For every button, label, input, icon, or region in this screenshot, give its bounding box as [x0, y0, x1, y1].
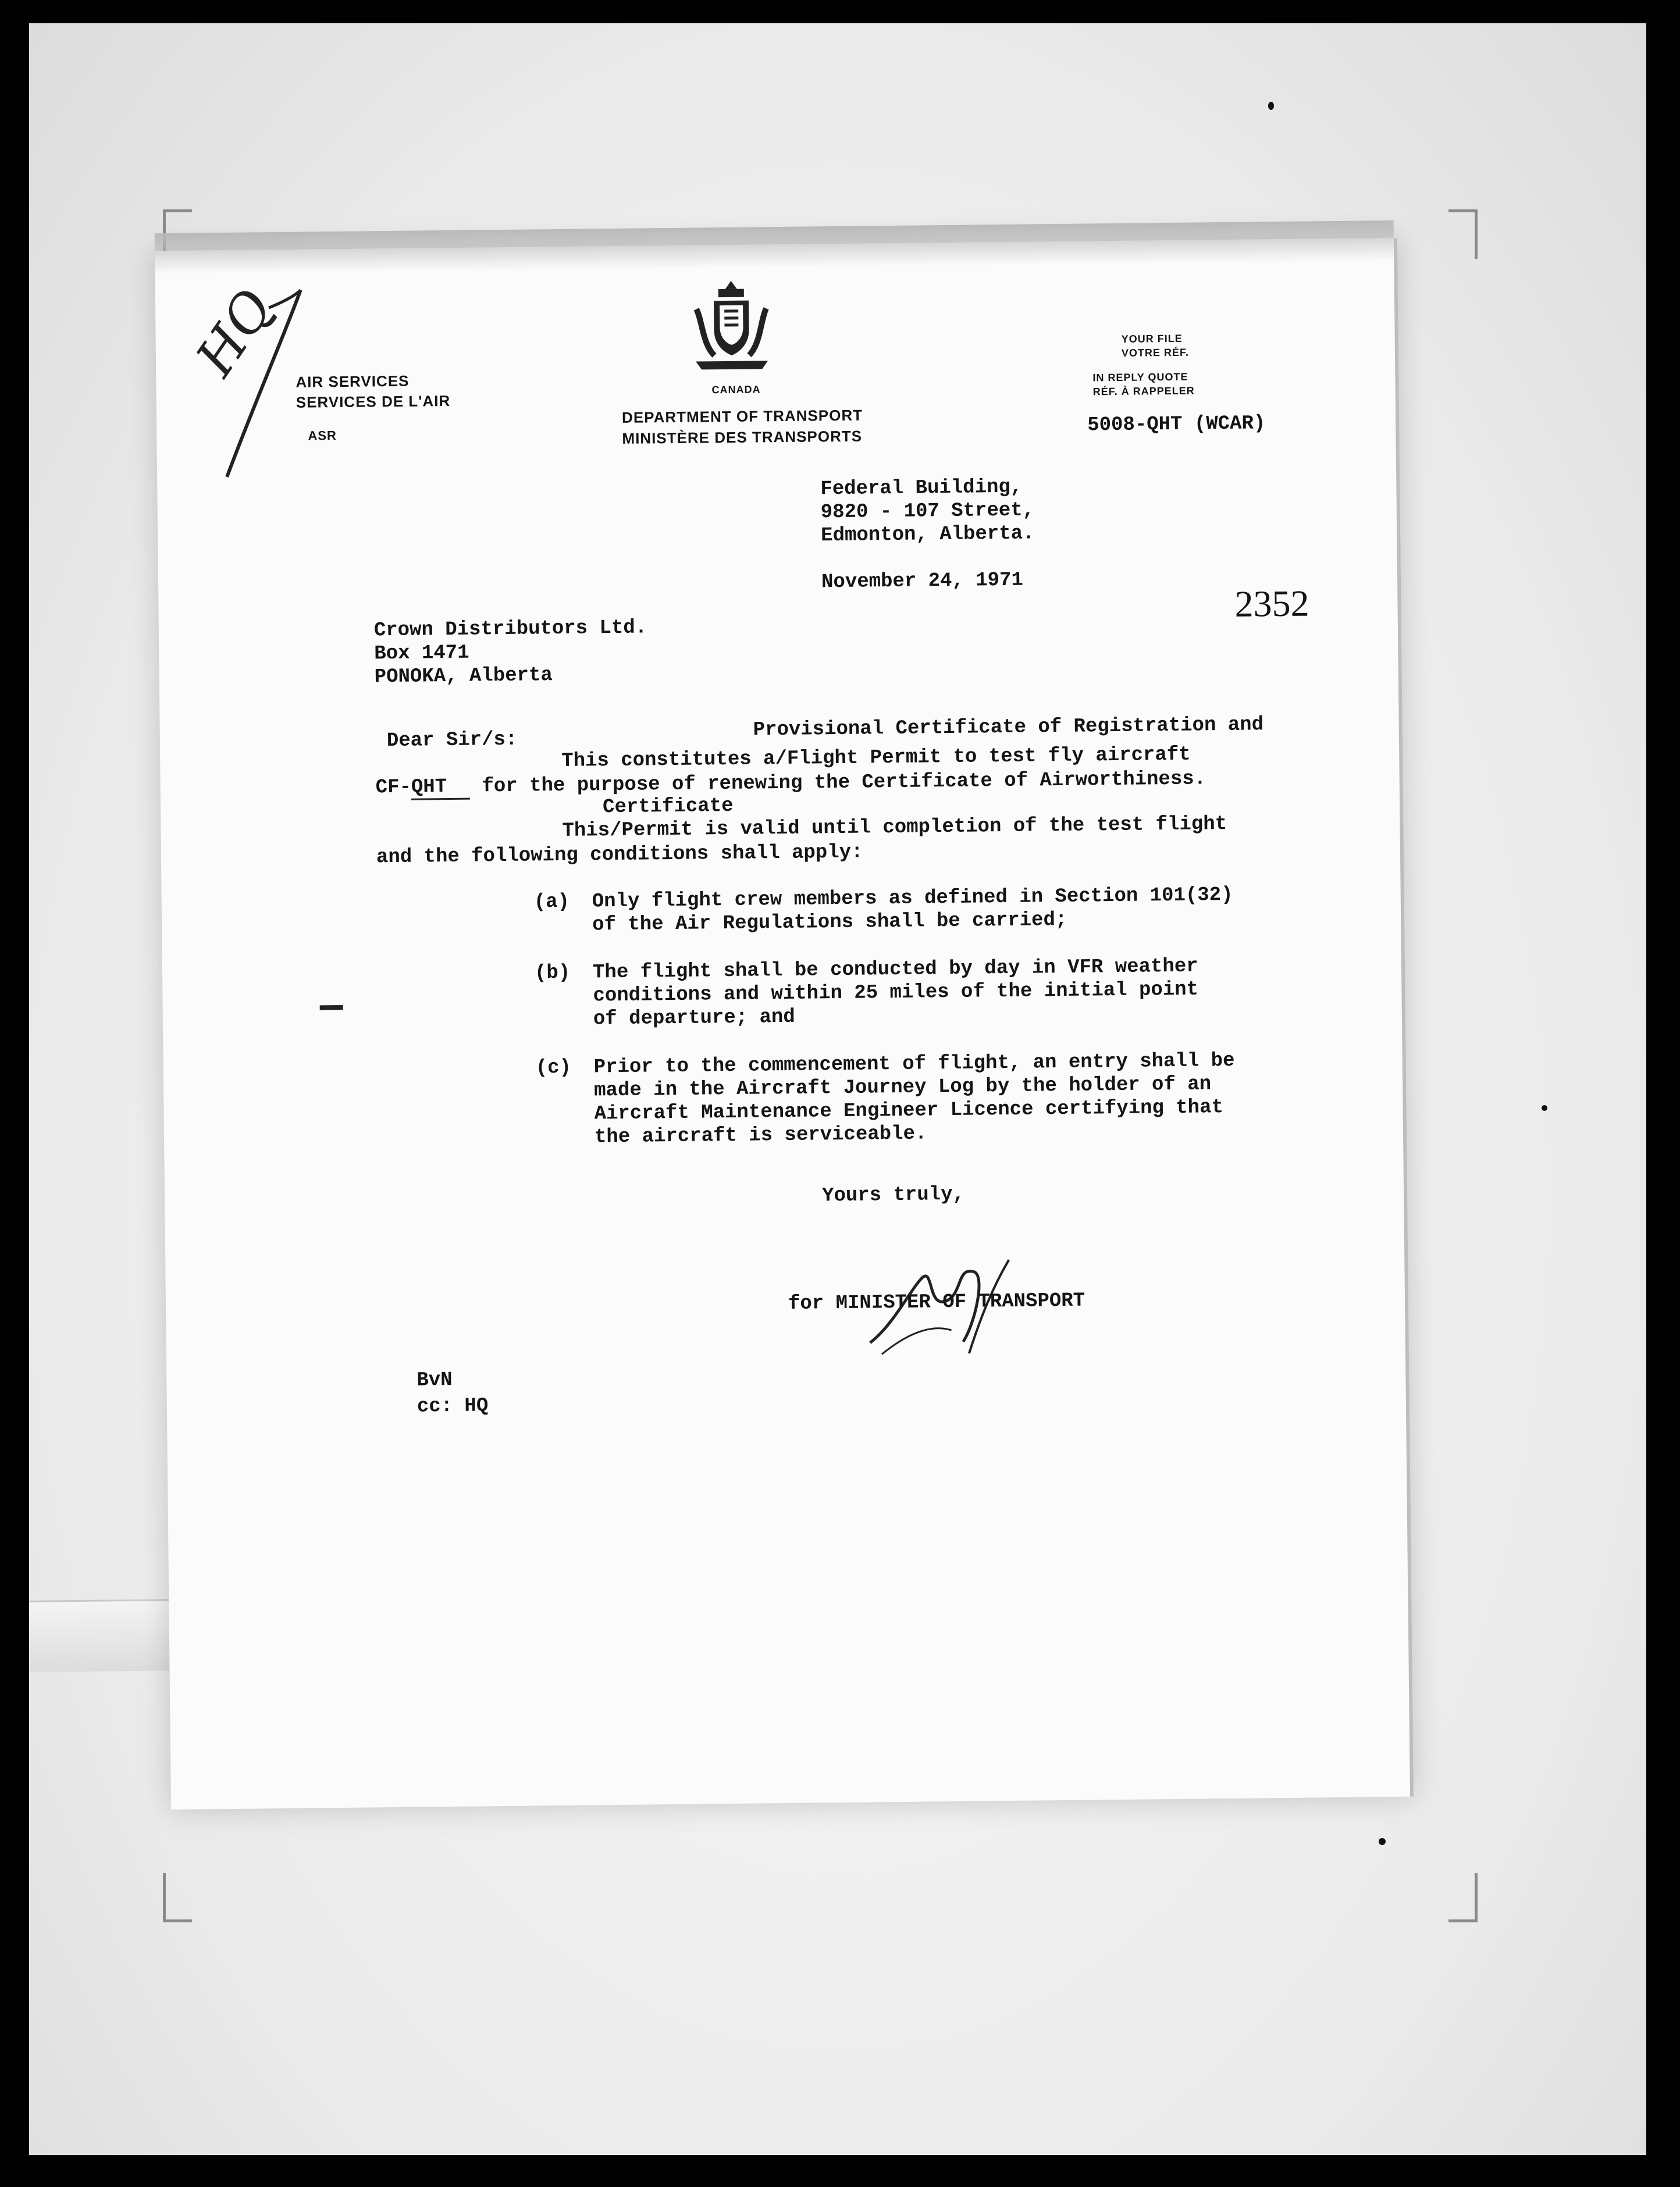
salutation: Dear Sir/s:: [386, 728, 518, 753]
condition-c-line-1: Prior to the commencement of flight, an entry shall be: [593, 1049, 1235, 1079]
registration-prefix: CF-: [375, 776, 412, 799]
margin-mark: [320, 1005, 343, 1010]
country-label: CANADA: [711, 383, 761, 396]
recipient-line-2: Box 1471: [374, 642, 469, 665]
registration-mark: QHT: [411, 776, 471, 800]
handwritten-slash: [213, 284, 309, 483]
letter-date: November 24, 1971: [821, 569, 1024, 594]
condition-c-line-3: Aircraft Maintenance Engineer Licence certifying that: [594, 1096, 1224, 1125]
address-line-3: Edmonton, Alberta.: [821, 522, 1035, 547]
signature-line: for MINISTER OF TRANSPORT: [788, 1290, 1085, 1315]
ref-label-reply-quote: IN REPLY QUOTE: [1092, 371, 1188, 384]
department-fr: MINISTÈRE DES TRANSPORTS: [622, 427, 863, 447]
closing: Yours truly,: [821, 1183, 965, 1208]
body-line-3: This/Permit is valid until completion of the test flight: [562, 813, 1227, 842]
document-number: 2352: [1234, 582, 1309, 625]
body-line-4: and the following conditions shall apply:: [376, 841, 863, 869]
dust-speck: [1379, 1838, 1386, 1845]
file-reference: 5008-QHT (WCAR): [1087, 412, 1266, 437]
department-en: DEPARTMENT OF TRANSPORT: [621, 406, 863, 426]
crop-mark-bottom-right: [1448, 1873, 1478, 1922]
insert-provisional-certificate: Provisional Certificate of Registration and: [753, 714, 1264, 742]
body-line-2: [376, 769, 1206, 797]
ref-label-rappeler: RÉF. À RAPPELER: [1092, 384, 1195, 398]
letter-page: [155, 238, 1414, 1810]
coat-of-arms-icon: [690, 279, 773, 379]
scan-frame: [29, 23, 1646, 2155]
address-line-1: Federal Building,: [820, 476, 1023, 501]
branch-en: AIR SERVICES: [296, 372, 410, 391]
address-line-2: 9820 - 107 Street,: [820, 499, 1035, 524]
condition-c-line-2: made in the Aircraft Journey Log by the holder of an: [593, 1073, 1212, 1102]
crop-mark-bottom-left: [163, 1873, 192, 1922]
condition-c-label: (c): [535, 1056, 572, 1080]
typist-initials: BvN: [417, 1369, 453, 1392]
condition-b-line-3: of departure; and: [593, 1006, 795, 1031]
insert-certificate: Certificate: [602, 795, 734, 819]
crop-mark-top-right: [1448, 209, 1478, 259]
condition-a-line-2: of the Air Regulations shall be carried;: [592, 909, 1067, 936]
ref-label-your-file: YOUR FILE: [1121, 332, 1183, 345]
condition-b-line-2: conditions and within 25 miles of the initial point: [593, 978, 1199, 1007]
branch-code: ASR: [308, 428, 337, 443]
dust-speck: [1268, 102, 1274, 110]
condition-a-label: (a): [533, 891, 570, 914]
recipient-line-3: PONOKA, Alberta: [374, 664, 553, 689]
condition-b-line-1: The flight shall be conducted by day in VFR weather: [592, 955, 1198, 984]
condition-b-label: (b): [534, 961, 571, 985]
dust-speck: [1542, 1105, 1547, 1111]
body-line-2-text: for the purpose of renewing the Certificate of Airworthiness.: [469, 768, 1206, 798]
carbon-copy: cc: HQ: [417, 1395, 489, 1418]
ref-label-votre-ref: VOTRE RÉF.: [1121, 346, 1190, 359]
condition-c-line-4: the aircraft is serviceable.: [594, 1123, 927, 1149]
branch-fr: SERVICES DE L'AIR: [296, 391, 451, 411]
recipient-line-1: Crown Distributors Ltd.: [373, 617, 647, 642]
body-line-1: This constitutes a/Flight Permit to test fly aircraft: [561, 743, 1191, 772]
condition-a-line-1: Only flight crew members as defined in Section 101(32): [592, 884, 1233, 913]
handwritten-annotation: HQ: [184, 279, 285, 387]
